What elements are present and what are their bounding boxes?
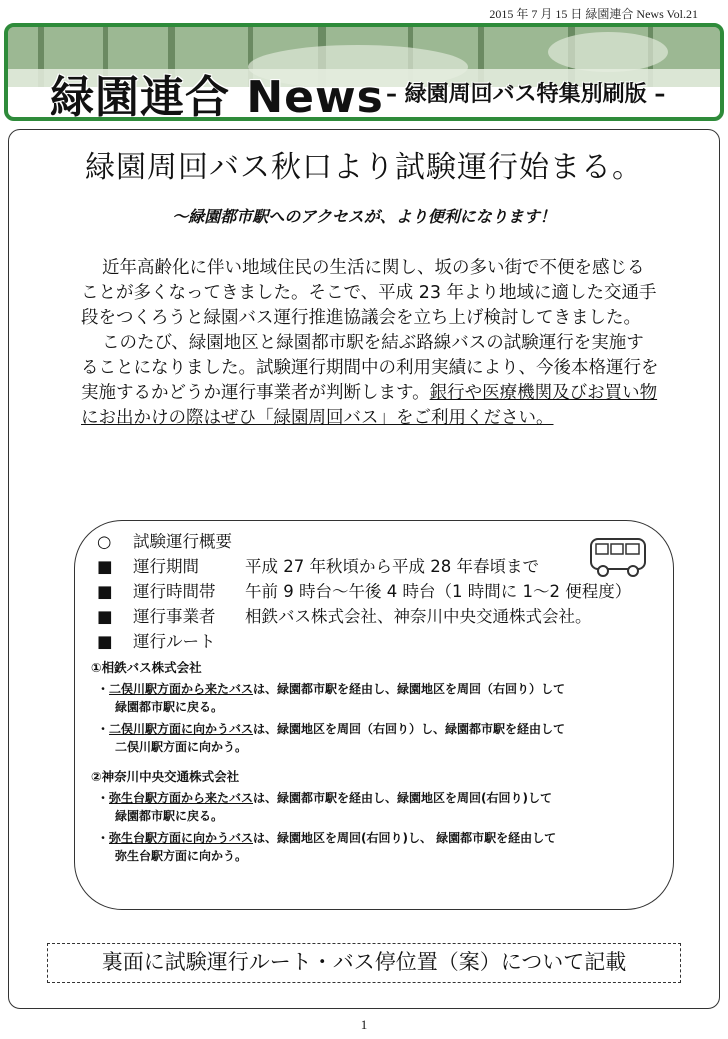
square-bullet-icon: ■ (97, 557, 113, 576)
summary-value: 相鉄バス株式会社、神奈川中央交通株式会社。 (245, 607, 592, 626)
operator-title: ②神奈川中央交通株式会社 (91, 769, 240, 784)
route-continuation: 緑園都市駅に戻る。 (115, 809, 224, 823)
route-continuation: 弥生台駅方面に向かう。 (115, 849, 248, 863)
summary-heading-row (97, 529, 631, 554)
summary-key: 運行時間帯 (133, 582, 216, 601)
square-bullet-icon: ■ (97, 607, 113, 626)
square-bullet-icon: ■ (97, 582, 113, 601)
operator-kanachu (91, 768, 556, 869)
summary-row (97, 579, 631, 604)
back-page-note: 裏面に試験運行ルート・バス停位置（案）について記載 (47, 943, 681, 983)
route-direction: 弥生台駅方面から来たバス (109, 791, 254, 805)
route-item: ・弥生台駅方面から来たバスは、緑園都市駅を経由し、緑園地区を周回(右回り)して 緑園都市駅に戻る。 (97, 791, 553, 823)
article-frame (8, 129, 720, 1009)
summary-list (97, 529, 631, 654)
newsletter-subtitle: – 緑園周回バス特集別刷版 – (386, 82, 666, 107)
summary-key: 運行期間 (133, 557, 199, 576)
newsletter-banner (4, 23, 724, 121)
operator-title: ①相鉄バス株式会社 (91, 660, 202, 675)
circle-marker: ○ (97, 532, 112, 551)
summary-row (97, 554, 631, 579)
summary-row (97, 604, 631, 629)
route-direction: 二俣川駅方面に向かうバス (109, 722, 254, 736)
operator-sotetsu (91, 659, 565, 760)
article-headline: 緑園周回バス秋口より試験運行始まる。 (85, 150, 643, 185)
route-description: は、緑園地区を周回(右回り)し、 緑園都市駅を経由して (253, 831, 557, 845)
summary-key: 運行ルート (133, 632, 216, 651)
route-direction: 弥生台駅方面に向かうバス (109, 831, 254, 845)
route-continuation: 緑園都市駅に戻る。 (115, 700, 224, 714)
summary-heading: 試験運行概要 (133, 532, 232, 551)
paragraph-2 (81, 331, 661, 431)
summary-value: 平成 27 年秋頃から平成 28 年春頃まで (245, 557, 539, 576)
route-item: ・弥生台駅方面に向かうバスは、緑園地区を周回(右回り)し、 緑園都市駅を経由して 弥生台駅方面に向かう。 (97, 831, 557, 863)
summary-key: 運行事業者 (133, 607, 216, 626)
issue-line: 2015 年 7 月 15 日 緑園連合 News Vol.21 (489, 7, 698, 21)
route-continuation: 二俣川駅方面に向かう。 (115, 740, 248, 754)
paragraph-2-text: このたび、緑園地区と緑園都市駅を結ぶ路線バスの試験運行を実施することになりました。試験運行期間中の利用実績により、今後本格運行を実施するかどうか運行事業者が判断します。 (81, 333, 659, 403)
newsletter-title: 緑園連合 News (50, 72, 384, 121)
route-item: ・二俣川駅方面から来たバスは、緑園都市駅を経由し、緑園地区を周回（右回り）して 緑園都市駅に戻る。 (97, 682, 566, 714)
article-body (81, 256, 661, 431)
route-item: ・二俣川駅方面に向かうバスは、緑園地区を周回（右回り）し、緑園都市駅を経由して 二俣川駅方面に向かう。 (97, 722, 566, 754)
article-subheadline: ～緑園都市駅へのアクセスが、より便利になります！ (172, 207, 556, 226)
route-description: は、緑園都市駅を経由し、緑園地区を周回(右回り)して (253, 791, 553, 805)
route-direction: 二俣川駅方面から来たバス (109, 682, 254, 696)
route-description: は、緑園地区を周回（右回り）し、緑園都市駅を経由して (253, 722, 566, 736)
trial-summary-box (74, 520, 674, 910)
page-number: 1 (360, 1017, 368, 1032)
route-description: は、緑園都市駅を経由し、緑園地区を周回（右回り）して (253, 682, 566, 696)
square-bullet-icon: ■ (97, 632, 113, 651)
summary-value: 午前 9 時台～午後 4 時台（1 時間に 1～2 便程度） (245, 582, 632, 601)
paragraph-2-underlined: 銀行や医療機関及びお買い物にお出かけの際はぜひ「緑園周回バス」をご利用ください。 (81, 383, 658, 428)
paragraph-1: 近年高齢化に伴い地域住民の生活に関し、坂の多い街で不便を感じることが多くなってきました。そこで、平成 23 年より地域に適した交通手段をつくろうと緑園バス運行推進協議会を立ち上げ検討してきました。 (81, 258, 657, 328)
summary-row (97, 629, 631, 654)
